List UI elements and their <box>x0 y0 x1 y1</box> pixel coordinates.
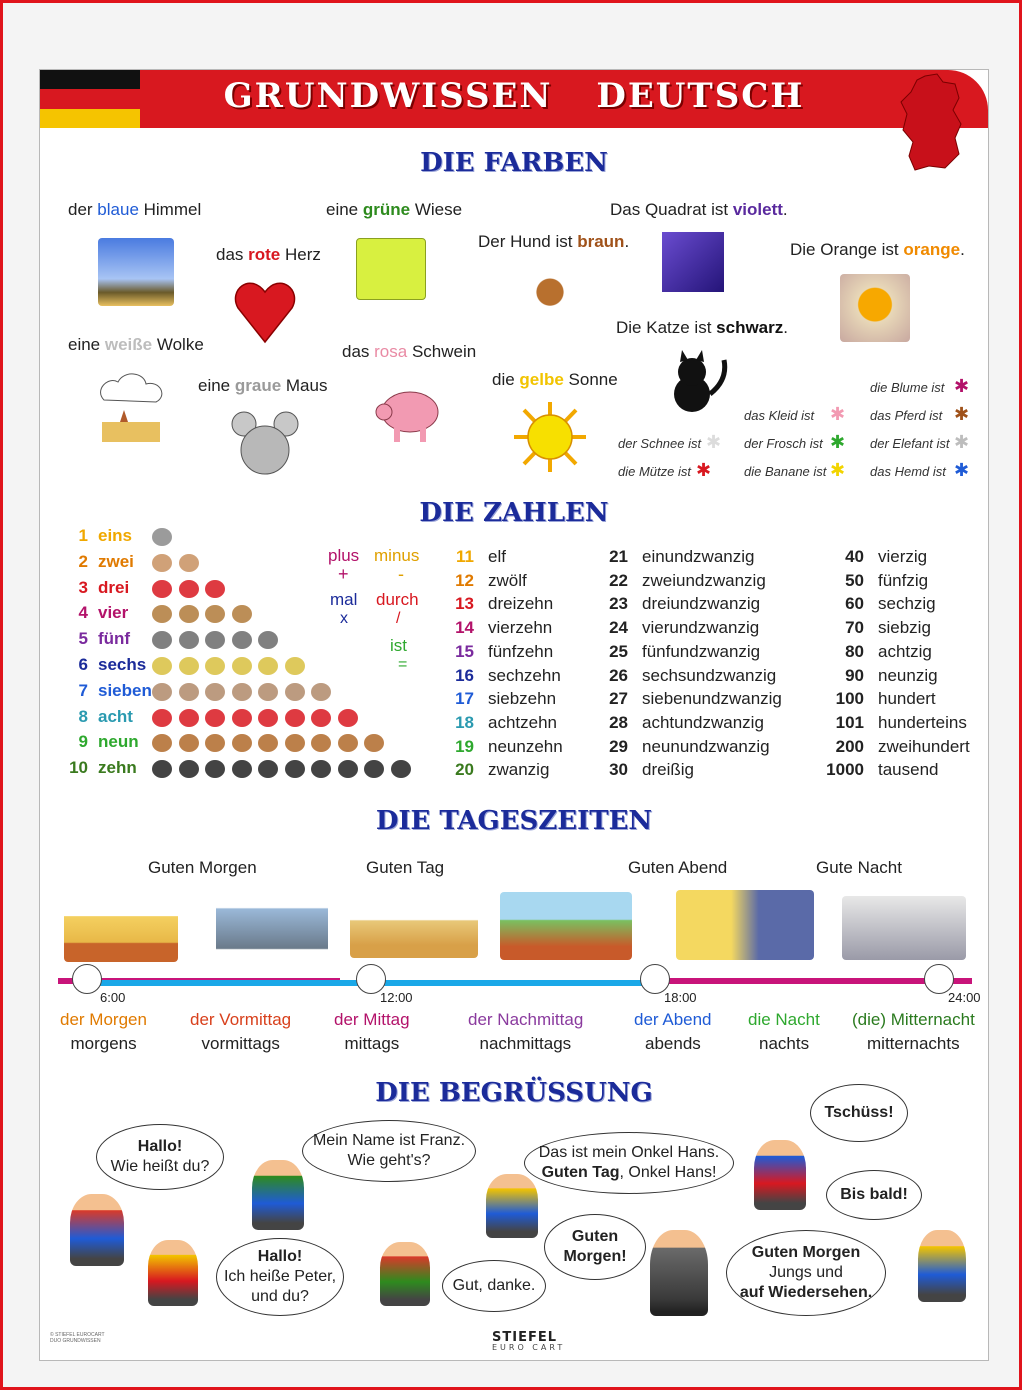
white-cloud-icon <box>94 370 168 446</box>
counting-icon <box>232 709 252 727</box>
greeting-gute-nacht: Gute Nacht <box>816 858 902 877</box>
time-18: 18:00 <box>664 990 697 1005</box>
poster-sheet <box>39 69 989 1361</box>
op-ist-sign: = <box>398 656 408 673</box>
number-word: elf <box>488 547 506 566</box>
number-digit: 40 <box>845 547 864 566</box>
children-figure <box>252 1160 304 1230</box>
label-gruen: eine grüne Wiese <box>326 200 463 219</box>
number-digit: 16 <box>455 665 474 685</box>
counting-icon <box>152 709 172 727</box>
counting-icon <box>179 605 199 623</box>
counting-icon <box>152 554 172 572</box>
speech-bubble-peter: Hallo! Ich heiße Peter, und du? <box>216 1238 344 1316</box>
counting-icon <box>232 657 252 675</box>
number-row <box>62 578 129 598</box>
label-violett: Das Quadrat ist violett. <box>610 200 788 219</box>
number-row <box>818 618 931 638</box>
number-word: acht <box>98 706 133 726</box>
number-digit: 80 <box>845 641 864 661</box>
number-word: neun <box>98 732 139 752</box>
adult-figure <box>650 1230 708 1316</box>
op-ist: ist <box>390 636 407 655</box>
elephant-splash-icon: ✱ <box>954 432 970 452</box>
period-name: der Nachmittag <box>468 1010 584 1029</box>
counting-icon <box>285 683 305 701</box>
number-word: neunzig <box>878 665 938 685</box>
number-row <box>62 681 152 701</box>
number-row <box>602 642 760 662</box>
speech-bubble-franz: Mein Name ist Franz. Wie geht's? <box>302 1120 476 1182</box>
number-word: vierzehn <box>488 618 553 638</box>
number-word: sechsundzwanzig <box>642 665 777 685</box>
label-braun: Der Hund ist braun. <box>478 232 630 251</box>
number-digit: 22 <box>609 570 628 590</box>
label-rosa: das rosa Schwein <box>342 342 477 361</box>
red-heart-icon <box>234 276 296 344</box>
morning-bed-image <box>64 896 178 962</box>
number-digit: 30 <box>609 760 628 780</box>
blue-sky-image <box>98 238 174 306</box>
number-digit: 15 <box>455 641 474 661</box>
speech-bubble-guten-morgen: Guten Morgen! <box>544 1214 646 1280</box>
section-title-zahlen: DIE ZAHLEN <box>419 498 609 528</box>
number-row <box>450 689 556 709</box>
number-word: dreizehn <box>488 594 554 614</box>
counting-icon <box>285 657 305 675</box>
counting-icon <box>364 734 384 752</box>
counting-icon <box>391 760 411 778</box>
number-word: tausend <box>878 760 939 780</box>
number-word: achtundzwanzig <box>642 712 764 732</box>
number-word: sechs <box>98 655 147 674</box>
op-mal: mal <box>330 590 358 609</box>
counting-icon <box>179 734 199 752</box>
children-figure <box>918 1230 966 1302</box>
page-title: GRUNDWISSEN DEUTSCH <box>223 76 805 116</box>
lunch-image <box>350 894 478 958</box>
counting-icon <box>232 605 252 623</box>
number-word: achtzehn <box>488 712 557 732</box>
period-name: die Nacht <box>748 1010 820 1029</box>
number-word: siebenundzwanzig <box>642 689 782 709</box>
number-row <box>450 571 527 591</box>
section-title-begruessung: DIE BEGRÜSSUNG <box>375 1078 653 1108</box>
counting-icon <box>232 734 252 752</box>
number-word: fünf <box>98 629 131 649</box>
number-word: sieben <box>98 680 152 700</box>
number-word: zwei <box>98 551 134 571</box>
phrase-banane: die Banane ist <box>744 464 827 479</box>
children-figure <box>486 1174 538 1238</box>
number-digit: 26 <box>609 665 628 685</box>
counting-icon <box>364 760 384 778</box>
number-row <box>62 655 146 675</box>
speech-bubble-hallo: Hallo! Wie heißt du? <box>96 1124 224 1190</box>
number-word: neunundzwanzig <box>642 736 770 756</box>
speech-bubble-onkel: Das ist mein Onkel Hans. Guten Tag, Onkel Hans! <box>524 1132 734 1194</box>
number-digit: 21 <box>609 547 628 566</box>
number-word: zwölf <box>488 570 527 590</box>
phrase-muetze: die Mütze ist <box>618 464 691 479</box>
number-row <box>818 594 936 614</box>
number-row <box>602 666 776 686</box>
number-row <box>450 594 553 614</box>
number-row <box>62 552 134 572</box>
number-digit: 10 <box>69 758 88 778</box>
op-mal-sign: x <box>340 610 348 627</box>
counting-icon <box>152 580 172 598</box>
label-schwarz: Die Katze ist schwarz. <box>616 318 788 337</box>
period-adverb: morgens <box>70 1034 137 1053</box>
children-figure <box>754 1140 806 1210</box>
counting-icon <box>152 631 172 649</box>
phrase-elefant: der Elefant ist <box>870 436 950 451</box>
section-title-tageszeiten: DIE TAGESZEITEN <box>375 806 653 836</box>
section-title-farben: DIE FARBEN <box>420 148 608 178</box>
number-word: fünfzehn <box>488 641 554 661</box>
label-weiss: eine weiße Wolke <box>68 335 204 354</box>
number-digit: 5 <box>78 629 88 649</box>
number-digit: 29 <box>609 736 628 756</box>
label-grau: eine graue Maus <box>198 376 328 395</box>
footer-brand-logo: STIEFEL <box>492 1330 557 1345</box>
speech-bubble-gut-danke: Gut, danke. <box>442 1260 546 1312</box>
counting-icon <box>205 580 225 598</box>
counting-icon <box>152 760 172 778</box>
counting-icon <box>152 683 172 701</box>
number-row <box>602 618 759 638</box>
number-word: siebzehn <box>488 689 557 709</box>
period-adverb: nachmittags <box>479 1034 572 1053</box>
counting-icon <box>179 683 199 701</box>
counting-icon <box>152 734 172 752</box>
counting-icon <box>205 631 225 649</box>
number-word: zehn <box>98 758 137 778</box>
number-digit: 25 <box>609 641 628 661</box>
number-digit: 17 <box>455 689 474 709</box>
number-row <box>602 737 770 757</box>
number-row <box>450 642 553 662</box>
time-12: 12:00 <box>380 990 413 1005</box>
counting-icon <box>179 657 199 675</box>
number-row <box>818 737 970 757</box>
number-word: siebzig <box>878 618 931 638</box>
pink-pig-icon <box>372 380 444 450</box>
number-digit: 12 <box>455 570 474 590</box>
number-word: fünfzig <box>878 570 929 590</box>
period-adverb: mitternachts <box>867 1034 960 1053</box>
snow-splash-icon: ✱ <box>706 432 722 452</box>
counting-icon <box>152 605 172 623</box>
period-name: der Abend <box>634 1010 712 1029</box>
counting-icon <box>338 734 358 752</box>
night-bedroom-image <box>842 896 966 960</box>
op-durch-sign: / <box>396 610 401 627</box>
time-24: 24:00 <box>948 990 981 1005</box>
number-row <box>602 713 764 733</box>
number-digit: 3 <box>78 577 88 597</box>
flower-splash-icon: ✱ <box>954 376 970 396</box>
number-digit: 100 <box>835 689 864 709</box>
number-word: achtzig <box>878 641 932 661</box>
op-minus-sign: - <box>398 564 404 584</box>
counting-icon <box>179 554 199 572</box>
counting-icon <box>258 631 278 649</box>
number-word: einundzwanzig <box>642 547 755 566</box>
children-figure <box>148 1240 198 1306</box>
phrase-frosch: der Frosch ist <box>744 436 823 451</box>
number-row <box>62 732 139 752</box>
counting-icon <box>205 657 225 675</box>
number-row <box>62 707 133 727</box>
counting-icon <box>205 734 225 752</box>
period-name: der Mittag <box>334 1010 410 1029</box>
number-digit: 23 <box>609 594 628 614</box>
number-row <box>450 547 506 567</box>
counting-icon <box>258 683 278 701</box>
number-digit: 70 <box>845 618 864 638</box>
counting-icon <box>285 734 305 752</box>
number-row <box>62 526 132 546</box>
number-digit: 14 <box>455 618 474 638</box>
counting-icon <box>232 683 252 701</box>
number-digit: 9 <box>78 732 88 752</box>
period-name: (die) Mitternacht <box>852 1010 975 1029</box>
number-digit: 60 <box>845 594 864 614</box>
number-digit: 90 <box>845 665 864 685</box>
number-digit: 4 <box>78 603 88 623</box>
black-cat-icon <box>662 350 734 416</box>
counting-icon <box>285 760 305 778</box>
shopping-image <box>216 894 328 962</box>
number-row <box>818 547 927 567</box>
counting-icon <box>205 605 225 623</box>
number-digit: 27 <box>609 689 628 709</box>
number-word: vier <box>98 603 129 623</box>
number-word: dreiundzwanzig <box>642 594 761 614</box>
counting-icon <box>179 760 199 778</box>
grey-mouse-icon <box>230 410 300 478</box>
counting-icon <box>258 734 278 752</box>
number-row <box>818 713 967 733</box>
number-digit: 13 <box>455 594 474 614</box>
counting-icon <box>311 760 331 778</box>
counting-icon <box>258 657 278 675</box>
time-6: 6:00 <box>100 990 126 1005</box>
counting-icon <box>232 760 252 778</box>
number-digit: 2 <box>78 551 88 571</box>
counting-icon <box>311 709 331 727</box>
greeting-guten-tag: Guten Tag <box>366 858 445 877</box>
label-gelb: die gelbe Sonne <box>492 370 618 389</box>
green-meadow-image <box>356 238 426 300</box>
number-word: fünfundzwanzig <box>642 641 761 661</box>
afternoon-park-image <box>500 892 632 960</box>
number-row <box>602 594 760 614</box>
number-row <box>602 760 694 780</box>
brown-dog-image <box>520 266 580 324</box>
op-plus-sign: + <box>338 564 349 584</box>
op-durch: durch <box>376 590 419 609</box>
cap-splash-icon: ✱ <box>696 460 712 480</box>
number-digit: 101 <box>835 712 864 732</box>
number-row <box>450 618 552 638</box>
number-digit: 20 <box>455 760 474 780</box>
number-row <box>450 666 561 686</box>
period-name: der Morgen <box>60 1010 147 1029</box>
number-row <box>818 642 932 662</box>
number-row <box>602 689 782 709</box>
number-row <box>818 571 928 591</box>
clock-icon <box>72 964 102 994</box>
children-figure <box>380 1242 430 1306</box>
number-word: vierundzwanzig <box>642 618 760 638</box>
counting-icon <box>258 760 278 778</box>
number-word: zwanzig <box>488 760 550 780</box>
op-plus: plus <box>328 546 360 565</box>
number-digit: 11 <box>456 547 474 566</box>
number-word: hundert <box>878 689 936 709</box>
phrase-kleid: das Kleid ist <box>744 408 815 423</box>
counting-icon <box>338 709 358 727</box>
number-row <box>818 666 938 686</box>
phrase-blume: die Blume ist <box>870 380 945 395</box>
number-digit: 6 <box>78 655 88 674</box>
counting-icon <box>285 709 305 727</box>
banana-splash-icon: ✱ <box>830 460 846 480</box>
period-name: der Vormittag <box>190 1010 292 1029</box>
number-row <box>602 571 766 591</box>
number-row <box>62 629 130 649</box>
counting-icon <box>338 760 358 778</box>
greeting-guten-morgen: Guten Morgen <box>148 858 257 877</box>
counting-icon <box>311 683 331 701</box>
number-word: hunderteins <box>878 712 967 732</box>
number-word: drei <box>98 577 130 597</box>
number-digit: 24 <box>609 618 628 638</box>
label-rot: das rote Herz <box>216 245 321 264</box>
number-digit: 18 <box>455 712 474 732</box>
number-digit: 1 <box>78 526 88 545</box>
speech-bubble-tschuess: Tschüss! <box>810 1084 908 1142</box>
dress-splash-icon: ✱ <box>830 404 846 424</box>
counting-icon <box>179 580 199 598</box>
period-adverb: abends <box>645 1034 701 1053</box>
period-adverb: mittags <box>344 1034 400 1053</box>
violet-square-image <box>662 232 724 292</box>
counting-icon <box>205 760 225 778</box>
orange-fruit-image <box>840 274 910 342</box>
number-row <box>818 689 936 709</box>
counting-icon <box>205 709 225 727</box>
phrase-schnee: der Schnee ist <box>618 436 702 451</box>
footer-brand-sub: EURO CART <box>492 1343 566 1352</box>
number-row <box>450 713 557 733</box>
number-word: sechzig <box>878 594 936 614</box>
counting-icon <box>258 709 278 727</box>
number-row <box>62 603 128 623</box>
number-digit: 19 <box>455 736 474 756</box>
label-orange: Die Orange ist orange. <box>790 240 965 259</box>
counting-icon <box>152 528 172 546</box>
number-word: dreißig <box>642 760 694 780</box>
period-adverb: vormittags <box>201 1034 280 1053</box>
counting-icon <box>205 683 225 701</box>
yellow-sun-icon <box>510 400 590 474</box>
horse-splash-icon: ✱ <box>954 404 970 424</box>
number-row <box>450 737 563 757</box>
phrase-pferd: das Pferd ist <box>870 408 943 423</box>
number-word: zweihundert <box>878 736 970 756</box>
shirt-splash-icon: ✱ <box>954 460 970 480</box>
number-word: eins <box>98 526 133 545</box>
speech-bubble-bis-bald: Bis bald! <box>826 1170 922 1220</box>
counting-icon <box>179 709 199 727</box>
number-row <box>818 760 939 780</box>
number-word: sechzehn <box>488 665 561 685</box>
number-word: neunzehn <box>488 736 563 756</box>
number-word: zweiundzwanzig <box>642 570 766 590</box>
counting-icon <box>311 734 331 752</box>
number-row <box>450 760 549 780</box>
frog-splash-icon: ✱ <box>830 432 846 452</box>
number-digit: 50 <box>845 570 864 590</box>
period-adverb: nachts <box>759 1034 810 1053</box>
number-digit: 8 <box>78 706 88 726</box>
number-digit: 7 <box>78 680 88 700</box>
counting-icon <box>179 631 199 649</box>
number-digit: 28 <box>609 712 628 732</box>
label-blau: der blaue Himmel <box>68 200 202 219</box>
number-word: vierzig <box>878 547 928 566</box>
number-digit: 1000 <box>826 760 864 780</box>
op-minus: minus <box>374 546 420 565</box>
speech-bubble-wiedersehen: Guten Morgen Jungs und auf Wiedersehen. <box>726 1230 886 1316</box>
evening-street-image <box>676 890 814 960</box>
footer-copyright: © STIEFEL EUROCART DUO GRUNDWISSEN <box>50 1332 105 1344</box>
counting-icon <box>152 657 172 675</box>
number-row <box>62 758 137 778</box>
phrase-hemd: das Hemd ist <box>870 464 946 479</box>
children-figure <box>70 1194 124 1266</box>
counting-icon <box>232 631 252 649</box>
number-digit: 200 <box>835 736 864 756</box>
number-row <box>602 547 754 567</box>
greeting-guten-abend: Guten Abend <box>628 858 728 877</box>
